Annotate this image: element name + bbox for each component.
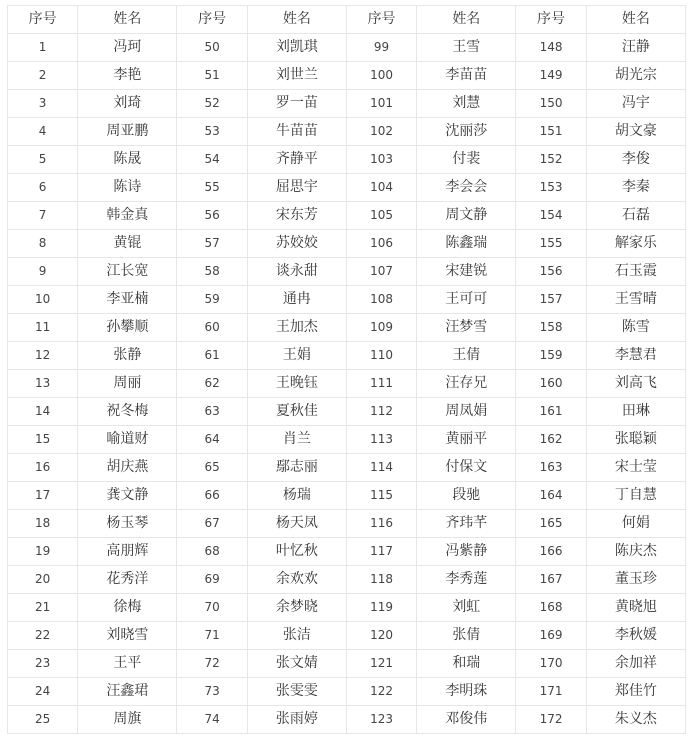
row-number-cell: 155 [516, 230, 586, 258]
row-number-cell: 14 [8, 398, 78, 426]
row-number-cell: 123 [346, 706, 416, 734]
name-cell: 周凤娟 [417, 398, 516, 426]
name-cell: 杨天凤 [247, 510, 346, 538]
name-cell: 汪存兄 [417, 370, 516, 398]
table-row [8, 342, 686, 370]
table-row [8, 174, 686, 202]
row-number-cell: 172 [516, 706, 586, 734]
row-number-cell: 8 [8, 230, 78, 258]
name-cell: 韩金真 [78, 202, 177, 230]
name-cell: 付裴 [417, 146, 516, 174]
name-cell: 鄢志丽 [247, 454, 346, 482]
row-number-cell: 165 [516, 510, 586, 538]
row-number-cell: 149 [516, 62, 586, 90]
name-cell: 齐静平 [247, 146, 346, 174]
name-cell: 解家乐 [586, 230, 685, 258]
table-row [8, 146, 686, 174]
row-number-cell: 19 [8, 538, 78, 566]
row-number-cell: 3 [8, 90, 78, 118]
name-cell: 刘晓雪 [78, 622, 177, 650]
name-cell: 陈庆杰 [586, 538, 685, 566]
name-cell: 徐梅 [78, 594, 177, 622]
row-number-cell: 148 [516, 34, 586, 62]
row-number-cell: 64 [177, 426, 247, 454]
row-number-cell: 63 [177, 398, 247, 426]
header-no-3: 序号 [346, 6, 416, 34]
row-number-cell: 7 [8, 202, 78, 230]
row-number-cell: 70 [177, 594, 247, 622]
name-cell: 张文婧 [247, 650, 346, 678]
name-cell: 王倩 [417, 342, 516, 370]
name-cell: 张聪颖 [586, 426, 685, 454]
name-cell: 李秋媛 [586, 622, 685, 650]
row-number-cell: 59 [177, 286, 247, 314]
name-cell: 董玉珍 [586, 566, 685, 594]
name-cell: 汪静 [586, 34, 685, 62]
row-number-cell: 16 [8, 454, 78, 482]
row-number-cell: 122 [346, 678, 416, 706]
name-cell: 谈永甜 [247, 258, 346, 286]
name-cell: 齐玮芊 [417, 510, 516, 538]
name-cell: 夏秋佳 [247, 398, 346, 426]
name-cell: 石玉霞 [586, 258, 685, 286]
name-cell: 江长宽 [78, 258, 177, 286]
row-number-cell: 164 [516, 482, 586, 510]
name-cell: 通冉 [247, 286, 346, 314]
name-cell: 沈丽莎 [417, 118, 516, 146]
name-cell: 李秦 [586, 174, 685, 202]
row-number-cell: 160 [516, 370, 586, 398]
row-number-cell: 5 [8, 146, 78, 174]
row-number-cell: 2 [8, 62, 78, 90]
name-cell: 黄锟 [78, 230, 177, 258]
table-row [8, 34, 686, 62]
name-cell: 李艳 [78, 62, 177, 90]
row-number-cell: 153 [516, 174, 586, 202]
row-number-cell: 116 [346, 510, 416, 538]
row-number-cell: 54 [177, 146, 247, 174]
row-number-cell: 23 [8, 650, 78, 678]
name-cell: 李秀莲 [417, 566, 516, 594]
row-number-cell: 51 [177, 62, 247, 90]
name-cell: 石磊 [586, 202, 685, 230]
row-number-cell: 118 [346, 566, 416, 594]
name-cell: 李苗苗 [417, 62, 516, 90]
table-header [8, 6, 686, 34]
name-cell: 朱义杰 [586, 706, 685, 734]
row-number-cell: 66 [177, 482, 247, 510]
name-cell: 陈鑫瑞 [417, 230, 516, 258]
name-cell: 段驰 [417, 482, 516, 510]
name-cell: 肖兰 [247, 426, 346, 454]
row-number-cell: 25 [8, 706, 78, 734]
name-cell: 刘琦 [78, 90, 177, 118]
name-cell: 李亚楠 [78, 286, 177, 314]
name-cell: 周丽 [78, 370, 177, 398]
row-number-cell: 24 [8, 678, 78, 706]
row-number-cell: 158 [516, 314, 586, 342]
name-cell: 张雨婷 [247, 706, 346, 734]
row-number-cell: 117 [346, 538, 416, 566]
name-cell: 李慧君 [586, 342, 685, 370]
row-number-cell: 101 [346, 90, 416, 118]
header-name-4: 姓名 [586, 6, 685, 34]
row-number-cell: 120 [346, 622, 416, 650]
name-cell: 余欢欢 [247, 566, 346, 594]
table-row [8, 454, 686, 482]
row-number-cell: 67 [177, 510, 247, 538]
row-number-cell: 102 [346, 118, 416, 146]
row-number-cell: 68 [177, 538, 247, 566]
table-row [8, 482, 686, 510]
row-number-cell: 57 [177, 230, 247, 258]
name-cell: 黄丽平 [417, 426, 516, 454]
row-number-cell: 11 [8, 314, 78, 342]
row-number-cell: 104 [346, 174, 416, 202]
row-number-cell: 166 [516, 538, 586, 566]
name-cell: 刘慧 [417, 90, 516, 118]
row-number-cell: 168 [516, 594, 586, 622]
name-cell: 刘虹 [417, 594, 516, 622]
row-number-cell: 105 [346, 202, 416, 230]
name-cell: 王晚钰 [247, 370, 346, 398]
table-row [8, 426, 686, 454]
row-number-cell: 18 [8, 510, 78, 538]
row-number-cell: 12 [8, 342, 78, 370]
row-number-cell: 6 [8, 174, 78, 202]
name-cell: 汪梦雪 [417, 314, 516, 342]
name-cell: 张雯雯 [247, 678, 346, 706]
row-number-cell: 159 [516, 342, 586, 370]
table-row [8, 90, 686, 118]
row-number-cell: 151 [516, 118, 586, 146]
table-row [8, 650, 686, 678]
name-cell: 李会会 [417, 174, 516, 202]
row-number-cell: 15 [8, 426, 78, 454]
table-row [8, 258, 686, 286]
row-number-cell: 115 [346, 482, 416, 510]
row-number-cell: 100 [346, 62, 416, 90]
row-number-cell: 21 [8, 594, 78, 622]
name-cell: 刘凯琪 [247, 34, 346, 62]
name-cell: 高朋辉 [78, 538, 177, 566]
row-number-cell: 113 [346, 426, 416, 454]
row-number-cell: 55 [177, 174, 247, 202]
row-number-cell: 60 [177, 314, 247, 342]
name-cell: 王加杰 [247, 314, 346, 342]
name-cell: 龚文静 [78, 482, 177, 510]
name-cell: 陈诗 [78, 174, 177, 202]
row-number-cell: 108 [346, 286, 416, 314]
row-number-cell: 99 [346, 34, 416, 62]
row-number-cell: 114 [346, 454, 416, 482]
row-number-cell: 167 [516, 566, 586, 594]
row-number-cell: 121 [346, 650, 416, 678]
row-number-cell: 106 [346, 230, 416, 258]
table-row [8, 622, 686, 650]
row-number-cell: 20 [8, 566, 78, 594]
row-number-cell: 22 [8, 622, 78, 650]
header-no-4: 序号 [516, 6, 586, 34]
name-cell: 胡光宗 [586, 62, 685, 90]
row-number-cell: 73 [177, 678, 247, 706]
roster-table [7, 5, 686, 734]
row-number-cell: 150 [516, 90, 586, 118]
row-number-cell: 17 [8, 482, 78, 510]
row-number-cell: 171 [516, 678, 586, 706]
name-cell: 冯宇 [586, 90, 685, 118]
table-row [8, 118, 686, 146]
name-cell: 刘高飞 [586, 370, 685, 398]
table-row [8, 370, 686, 398]
row-number-cell: 4 [8, 118, 78, 146]
name-cell: 冯紫静 [417, 538, 516, 566]
name-cell: 丁自慧 [586, 482, 685, 510]
row-number-cell: 71 [177, 622, 247, 650]
name-cell: 王雪 [417, 34, 516, 62]
name-cell: 陈晟 [78, 146, 177, 174]
header-no-1: 序号 [8, 6, 78, 34]
name-cell: 汪鑫珺 [78, 678, 177, 706]
table-body [8, 34, 686, 734]
name-cell: 胡庆燕 [78, 454, 177, 482]
row-number-cell: 58 [177, 258, 247, 286]
name-cell: 郑佳竹 [586, 678, 685, 706]
table-row [8, 314, 686, 342]
row-number-cell: 170 [516, 650, 586, 678]
header-row [8, 6, 686, 34]
name-cell: 田琳 [586, 398, 685, 426]
name-cell: 付保文 [417, 454, 516, 482]
row-number-cell: 61 [177, 342, 247, 370]
name-cell: 王雪晴 [586, 286, 685, 314]
name-cell: 牛苗苗 [247, 118, 346, 146]
header-name-2: 姓名 [247, 6, 346, 34]
name-cell: 叶忆秋 [247, 538, 346, 566]
name-cell: 屈思宇 [247, 174, 346, 202]
name-cell: 王可可 [417, 286, 516, 314]
name-cell: 宋东芳 [247, 202, 346, 230]
row-number-cell: 169 [516, 622, 586, 650]
table-row [8, 202, 686, 230]
table-row [8, 706, 686, 734]
row-number-cell: 72 [177, 650, 247, 678]
name-cell: 王娟 [247, 342, 346, 370]
name-cell: 周亚鹏 [78, 118, 177, 146]
row-number-cell: 74 [177, 706, 247, 734]
row-number-cell: 112 [346, 398, 416, 426]
row-number-cell: 152 [516, 146, 586, 174]
name-cell: 陈雪 [586, 314, 685, 342]
row-number-cell: 162 [516, 426, 586, 454]
name-cell: 张静 [78, 342, 177, 370]
row-number-cell: 111 [346, 370, 416, 398]
row-number-cell: 65 [177, 454, 247, 482]
row-number-cell: 50 [177, 34, 247, 62]
row-number-cell: 69 [177, 566, 247, 594]
name-cell: 李明珠 [417, 678, 516, 706]
name-cell: 罗一苗 [247, 90, 346, 118]
name-cell: 喻道财 [78, 426, 177, 454]
name-cell: 余加祥 [586, 650, 685, 678]
row-number-cell: 10 [8, 286, 78, 314]
row-number-cell: 103 [346, 146, 416, 174]
row-number-cell: 53 [177, 118, 247, 146]
row-number-cell: 56 [177, 202, 247, 230]
name-cell: 冯珂 [78, 34, 177, 62]
row-number-cell: 1 [8, 34, 78, 62]
name-cell: 张倩 [417, 622, 516, 650]
row-number-cell: 161 [516, 398, 586, 426]
row-number-cell: 154 [516, 202, 586, 230]
name-cell: 宋建锐 [417, 258, 516, 286]
name-cell: 何娟 [586, 510, 685, 538]
row-number-cell: 52 [177, 90, 247, 118]
name-cell: 和瑞 [417, 650, 516, 678]
row-number-cell: 110 [346, 342, 416, 370]
name-cell: 苏姣姣 [247, 230, 346, 258]
table-row [8, 62, 686, 90]
header-name-1: 姓名 [78, 6, 177, 34]
name-cell: 李俊 [586, 146, 685, 174]
name-cell: 杨瑞 [247, 482, 346, 510]
name-cell: 周文静 [417, 202, 516, 230]
name-cell: 宋士莹 [586, 454, 685, 482]
row-number-cell: 109 [346, 314, 416, 342]
row-number-cell: 156 [516, 258, 586, 286]
table-row [8, 398, 686, 426]
row-number-cell: 62 [177, 370, 247, 398]
header-no-2: 序号 [177, 6, 247, 34]
table-row [8, 230, 686, 258]
row-number-cell: 157 [516, 286, 586, 314]
name-cell: 祝冬梅 [78, 398, 177, 426]
row-number-cell: 9 [8, 258, 78, 286]
table-row [8, 286, 686, 314]
header-name-3: 姓名 [417, 6, 516, 34]
row-number-cell: 13 [8, 370, 78, 398]
name-cell: 杨玉琴 [78, 510, 177, 538]
table-row [8, 538, 686, 566]
name-cell: 孙攀顺 [78, 314, 177, 342]
name-cell: 余梦晓 [247, 594, 346, 622]
name-cell: 胡文豪 [586, 118, 685, 146]
name-cell: 周旗 [78, 706, 177, 734]
name-cell: 花秀洋 [78, 566, 177, 594]
name-cell: 邓俊伟 [417, 706, 516, 734]
table-row [8, 678, 686, 706]
row-number-cell: 119 [346, 594, 416, 622]
row-number-cell: 163 [516, 454, 586, 482]
name-cell: 王平 [78, 650, 177, 678]
table-row [8, 566, 686, 594]
table-row [8, 510, 686, 538]
name-cell: 黄晓旭 [586, 594, 685, 622]
name-cell: 刘世兰 [247, 62, 346, 90]
row-number-cell: 107 [346, 258, 416, 286]
name-cell: 张洁 [247, 622, 346, 650]
table-row [8, 594, 686, 622]
